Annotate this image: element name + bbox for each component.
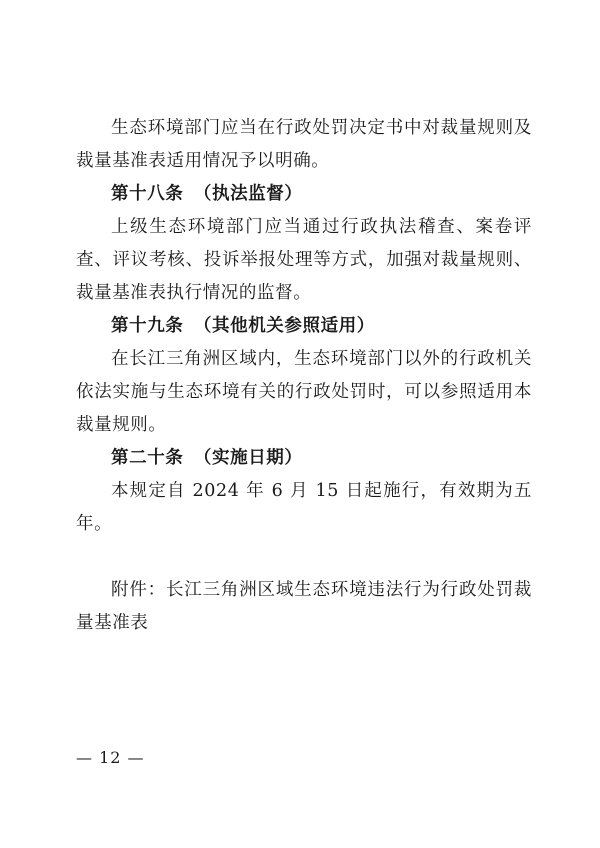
article-18-body: 上级生态环境部门应当通过行政执法稽查、案卷评查、评议考核、投诉举报处理等方式，加强对裁量规则、裁量基准表执行情况的监督。 xyxy=(76,217,532,303)
article-20-heading xyxy=(76,442,532,475)
article-18-title: （执法监督） xyxy=(193,184,303,204)
article-20-body: 本规定自 2024 年 6 月 15 日起施行，有效期为五年。 xyxy=(76,481,532,534)
article-20-title: （实施日期） xyxy=(193,448,303,468)
paragraph-decision-clarity: 生态环境部门应当在行政处罚决定书中对裁量规则及裁量基准表适用情况予以明确。 xyxy=(76,118,532,171)
article-19-number: 第十九条 xyxy=(111,316,184,336)
attachment-note: 附件：长江三角洲区域生态环境违法行为行政处罚裁量基准表 xyxy=(76,580,532,633)
article-19-title: （其他机关参照适用） xyxy=(193,316,375,336)
paragraph-spacer xyxy=(76,541,532,574)
document-body xyxy=(76,112,532,640)
article-18-number: 第十八条 xyxy=(111,184,184,204)
article-18-heading xyxy=(76,178,532,211)
article-19-heading xyxy=(76,310,532,343)
page-number: — 12 — xyxy=(76,748,145,767)
article-19-body: 在长江三角洲区域内，生态环境部门以外的行政机关依法实施与生态环境有关的行政处罚时，可以参照适用本裁量规则。 xyxy=(76,349,532,435)
article-20-number: 第二十条 xyxy=(111,448,184,468)
